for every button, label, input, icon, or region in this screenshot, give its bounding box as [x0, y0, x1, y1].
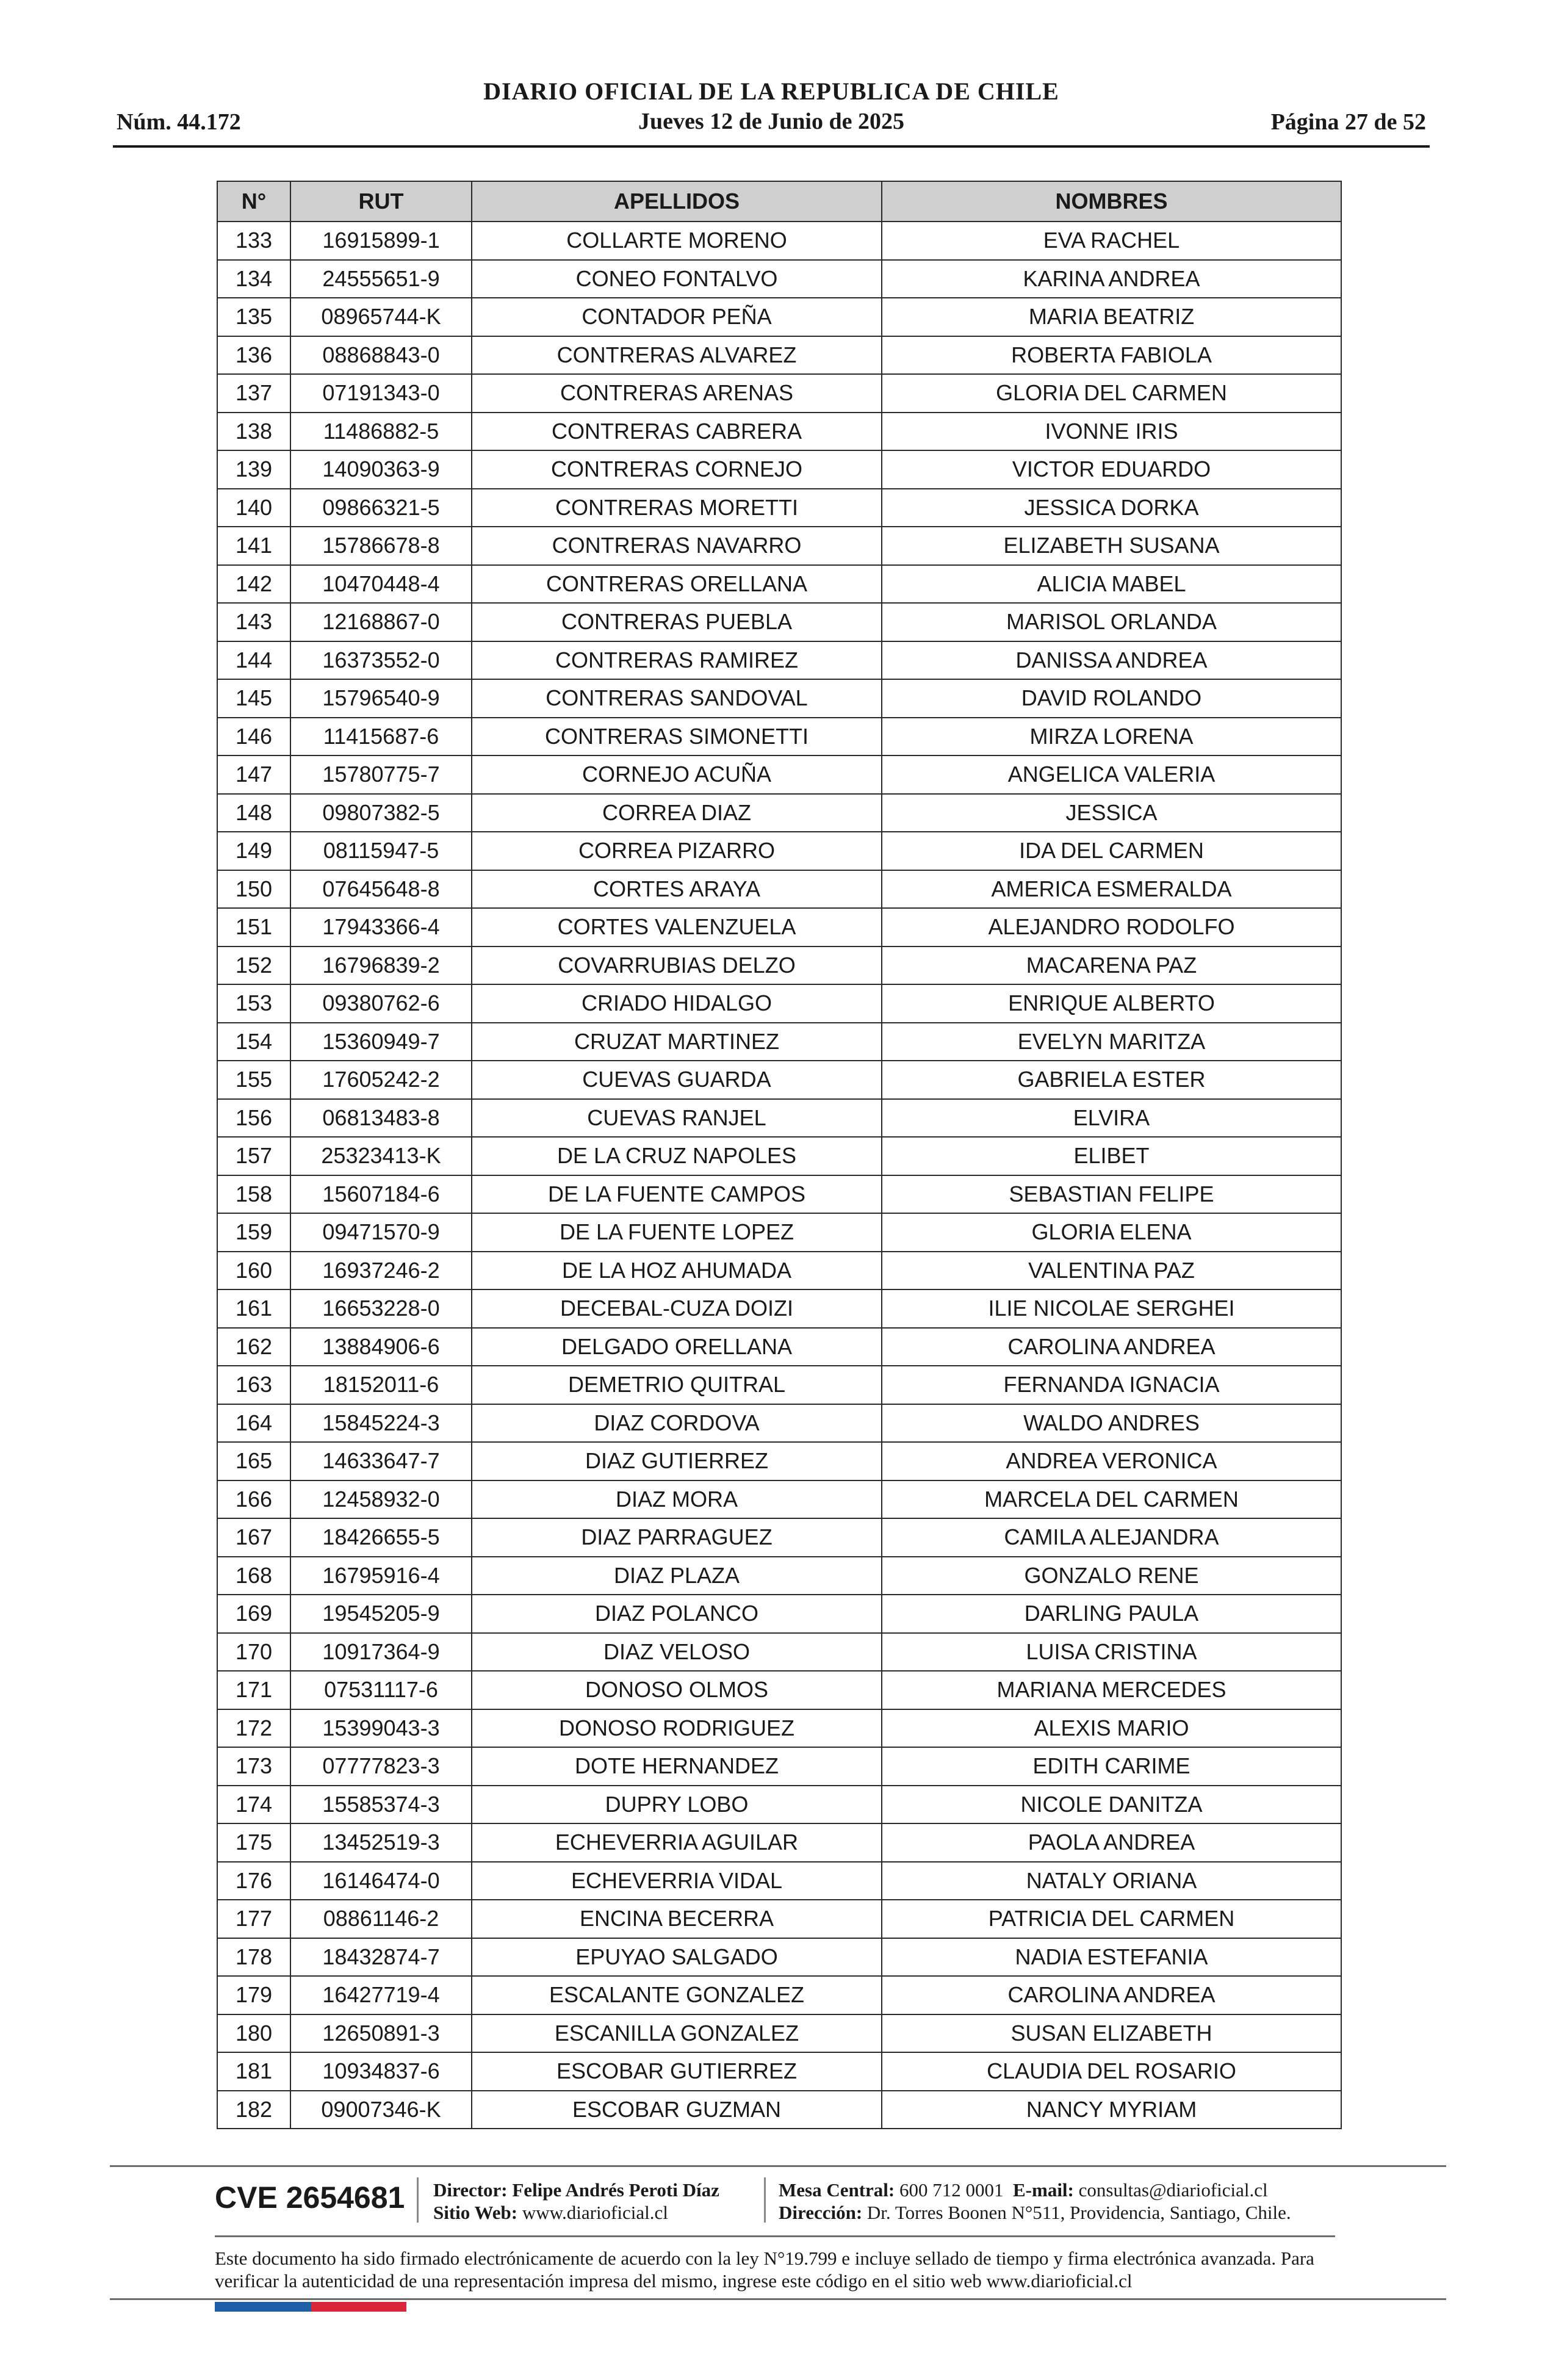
cell-number: 175	[217, 1823, 290, 1862]
cell-apellidos: CONTRERAS PUEBLA	[472, 603, 882, 641]
cell-rut: 16653228-0	[290, 1289, 472, 1328]
publication-title: DIARIO OFICIAL DE LA REPUBLICA DE CHILE	[483, 78, 1059, 105]
cell-rut: 16795916-4	[290, 1557, 472, 1595]
cell-apellidos: DIAZ GUTIERREZ	[472, 1442, 882, 1480]
cell-rut: 08115947-5	[290, 832, 472, 870]
table-row	[217, 718, 1341, 756]
table-row	[217, 1480, 1341, 1519]
legal-notice: Este documento ha sido firmado electrónicamente de acuerdo con la ley N°19.799 e incluye sellado de tiempo y firma electrónica avanzada. Para verificar la autenticidad de una representación impresa del mismo, ingrese este código en el sitio web www.diarioficial.cl	[215, 2248, 1314, 2292]
cell-apellidos: CONTADOR PEÑA	[472, 298, 882, 336]
cell-rut: 08965744-K	[290, 298, 472, 336]
cell-nombres: AMERICA ESMERALDA	[882, 870, 1341, 909]
cell-number: 162	[217, 1328, 290, 1366]
cell-rut: 09380762-6	[290, 984, 472, 1023]
table-row	[217, 1328, 1341, 1366]
cell-nombres: PATRICIA DEL CARMEN	[882, 1900, 1341, 1938]
cell-number: 170	[217, 1633, 290, 1671]
cell-apellidos: DUPRY LOBO	[472, 1786, 882, 1824]
cell-rut: 15585374-3	[290, 1786, 472, 1824]
cell-nombres: ELVIRA	[882, 1099, 1341, 1138]
cell-nombres: ILIE NICOLAE SERGHEI	[882, 1289, 1341, 1328]
cell-number: 180	[217, 2014, 290, 2053]
cell-number: 150	[217, 870, 290, 909]
table-row	[217, 1518, 1341, 1557]
cell-number: 177	[217, 1900, 290, 1938]
column-header-number: N°	[217, 181, 290, 222]
cell-number: 135	[217, 298, 290, 336]
cell-apellidos: EPUYAO SALGADO	[472, 1938, 882, 1977]
cell-nombres: CAROLINA ANDREA	[882, 1976, 1341, 2014]
cell-apellidos: CONTRERAS RAMIREZ	[472, 641, 882, 680]
cell-nombres: MARCELA DEL CARMEN	[882, 1480, 1341, 1519]
table-row	[217, 413, 1341, 451]
cell-nombres: ROBERTA FABIOLA	[882, 336, 1341, 375]
cell-number: 148	[217, 794, 290, 832]
cell-number: 147	[217, 755, 290, 794]
page-number: Página 27 de 52	[1270, 109, 1426, 135]
cell-apellidos: CORREA PIZARRO	[472, 832, 882, 870]
cell-number: 146	[217, 718, 290, 756]
table-row	[217, 870, 1341, 909]
cell-number: 163	[217, 1366, 290, 1404]
cell-number: 136	[217, 336, 290, 375]
table-row	[217, 1900, 1341, 1938]
cell-apellidos: CORNEJO ACUÑA	[472, 755, 882, 794]
cell-rut: 09471570-9	[290, 1213, 472, 1252]
flag-stripe-blue	[215, 2302, 311, 2312]
cell-nombres: KARINA ANDREA	[882, 260, 1341, 298]
cell-rut: 07645648-8	[290, 870, 472, 909]
cell-number: 176	[217, 1862, 290, 1900]
cell-number: 153	[217, 984, 290, 1023]
address-text: Dr. Torres Boonen N°511, Providencia, Santiago, Chile.	[866, 2202, 1291, 2223]
cell-apellidos: CUEVAS RANJEL	[472, 1099, 882, 1138]
cell-apellidos: ESCOBAR GUTIERREZ	[472, 2052, 882, 2091]
cell-rut: 09807382-5	[290, 794, 472, 832]
cell-rut: 16146474-0	[290, 1862, 472, 1900]
cell-apellidos: CUEVAS GUARDA	[472, 1061, 882, 1099]
table-row	[217, 222, 1341, 260]
cell-nombres: MACARENA PAZ	[882, 947, 1341, 985]
cell-apellidos: DECEBAL-CUZA DOIZI	[472, 1289, 882, 1328]
cell-rut: 15399043-3	[290, 1709, 472, 1748]
director-label: Director:	[433, 2179, 508, 2201]
table-row	[217, 1023, 1341, 1061]
cell-rut: 19545205-9	[290, 1595, 472, 1633]
cell-nombres: DARLING PAULA	[882, 1595, 1341, 1633]
cell-nombres: VALENTINA PAZ	[882, 1252, 1341, 1290]
cell-number: 178	[217, 1938, 290, 1977]
cell-number: 142	[217, 565, 290, 604]
table-row	[217, 527, 1341, 565]
table-row	[217, 298, 1341, 336]
cell-apellidos: DIAZ POLANCO	[472, 1595, 882, 1633]
cell-nombres: MARIANA MERCEDES	[882, 1671, 1341, 1709]
cell-nombres: CLAUDIA DEL ROSARIO	[882, 2052, 1341, 2091]
cell-number: 161	[217, 1289, 290, 1328]
cell-rut: 08868843-0	[290, 336, 472, 375]
cell-nombres: VICTOR EDUARDO	[882, 450, 1341, 489]
cell-rut: 09007346-K	[290, 2091, 472, 2129]
cell-apellidos: DIAZ MORA	[472, 1480, 882, 1519]
cell-nombres: SUSAN ELIZABETH	[882, 2014, 1341, 2053]
table-row	[217, 1709, 1341, 1748]
cell-apellidos: CONTRERAS ORELLANA	[472, 565, 882, 604]
phone-label: Mesa Central:	[779, 2179, 895, 2201]
cell-number: 144	[217, 641, 290, 680]
cell-rut: 16796839-2	[290, 947, 472, 985]
cell-rut: 13884906-6	[290, 1328, 472, 1366]
cell-rut: 16427719-4	[290, 1976, 472, 2014]
cell-apellidos: CORREA DIAZ	[472, 794, 882, 832]
table-row	[217, 832, 1341, 870]
column-header-rut: RUT	[290, 181, 472, 222]
cell-apellidos: DE LA FUENTE CAMPOS	[472, 1175, 882, 1214]
table-row	[217, 1366, 1341, 1404]
cell-number: 154	[217, 1023, 290, 1061]
cell-nombres: SEBASTIAN FELIPE	[882, 1175, 1341, 1214]
cell-apellidos: CONTRERAS NAVARRO	[472, 527, 882, 565]
column-header-apellidos: APELLIDOS	[472, 181, 882, 222]
cell-apellidos: COLLARTE MORENO	[472, 222, 882, 260]
table-row	[217, 374, 1341, 413]
cell-nombres: ELIZABETH SUSANA	[882, 527, 1341, 565]
table-row	[217, 794, 1341, 832]
cell-nombres: EDITH CARIME	[882, 1747, 1341, 1786]
cell-apellidos: CONTRERAS CABRERA	[472, 413, 882, 451]
cell-nombres: NATALY ORIANA	[882, 1862, 1341, 1900]
cell-number: 173	[217, 1747, 290, 1786]
cell-number: 141	[217, 527, 290, 565]
table-row	[217, 1671, 1341, 1709]
cell-apellidos: DE LA FUENTE LOPEZ	[472, 1213, 882, 1252]
cell-rut: 25323413-K	[290, 1137, 472, 1175]
cell-apellidos: DIAZ VELOSO	[472, 1633, 882, 1671]
cell-number: 138	[217, 413, 290, 451]
cell-rut: 07531117-6	[290, 1671, 472, 1709]
cell-number: 174	[217, 1786, 290, 1824]
cell-number: 167	[217, 1518, 290, 1557]
cell-rut: 11415687-6	[290, 718, 472, 756]
footer-director-block	[433, 2179, 719, 2224]
website-link[interactable]: www.diarioficial.cl	[522, 2202, 668, 2223]
cell-number: 166	[217, 1480, 290, 1519]
table-row	[217, 1061, 1341, 1099]
cell-apellidos: DE LA HOZ AHUMADA	[472, 1252, 882, 1290]
cell-number: 159	[217, 1213, 290, 1252]
cell-number: 152	[217, 947, 290, 985]
cell-apellidos: DIAZ PLAZA	[472, 1557, 882, 1595]
table-row	[217, 1786, 1341, 1824]
cell-nombres: ENRIQUE ALBERTO	[882, 984, 1341, 1023]
cell-nombres: DAVID ROLANDO	[882, 679, 1341, 718]
cell-rut: 06813483-8	[290, 1099, 472, 1138]
cell-apellidos: CORTES ARAYA	[472, 870, 882, 909]
cell-number: 149	[217, 832, 290, 870]
cell-rut: 18432874-7	[290, 1938, 472, 1977]
cell-nombres: NADIA ESTEFANIA	[882, 1938, 1341, 1977]
cell-rut: 15796540-9	[290, 679, 472, 718]
cell-rut: 14633647-7	[290, 1442, 472, 1480]
cell-number: 179	[217, 1976, 290, 2014]
table-row	[217, 1823, 1341, 1862]
table-row	[217, 2052, 1341, 2091]
flag-stripe-red	[311, 2302, 406, 2312]
cell-nombres: MARIA BEATRIZ	[882, 298, 1341, 336]
email-label: E-mail:	[1013, 2179, 1074, 2201]
cell-apellidos: CONTRERAS ALVAREZ	[472, 336, 882, 375]
cell-apellidos: CONEO FONTALVO	[472, 260, 882, 298]
cell-apellidos: CONTRERAS SIMONETTI	[472, 718, 882, 756]
cell-apellidos: ESCOBAR GUZMAN	[472, 2091, 882, 2129]
cell-nombres: JESSICA DORKA	[882, 489, 1341, 527]
page-header	[113, 72, 1430, 148]
cell-rut: 12650891-3	[290, 2014, 472, 2053]
cell-nombres: EVELYN MARITZA	[882, 1023, 1341, 1061]
cell-number: 160	[217, 1252, 290, 1290]
footer-divider	[110, 2165, 1446, 2167]
cell-nombres: EVA RACHEL	[882, 222, 1341, 260]
cell-nombres: JESSICA	[882, 794, 1341, 832]
cell-nombres: ALEXIS MARIO	[882, 1709, 1341, 1748]
table-row	[217, 755, 1341, 794]
cell-rut: 10470448-4	[290, 565, 472, 604]
cell-apellidos: DIAZ CORDOVA	[472, 1404, 882, 1443]
cell-apellidos: CORTES VALENZUELA	[472, 908, 882, 947]
table-row	[217, 1976, 1341, 2014]
cell-number: 133	[217, 222, 290, 260]
cell-rut: 15786678-8	[290, 527, 472, 565]
table-row	[217, 1862, 1341, 1900]
cell-nombres: WALDO ANDRES	[882, 1404, 1341, 1443]
cell-nombres: GLORIA ELENA	[882, 1213, 1341, 1252]
cve-code: CVE 2654681	[215, 2180, 405, 2215]
cell-rut: 12168867-0	[290, 603, 472, 641]
cell-number: 137	[217, 374, 290, 413]
table-row	[217, 1747, 1341, 1786]
cell-apellidos: ECHEVERRIA AGUILAR	[472, 1823, 882, 1862]
cell-nombres: ELIBET	[882, 1137, 1341, 1175]
cell-rut: 24555651-9	[290, 260, 472, 298]
cell-number: 151	[217, 908, 290, 947]
cell-apellidos: ECHEVERRIA VIDAL	[472, 1862, 882, 1900]
table-row	[217, 908, 1341, 947]
cell-rut: 09866321-5	[290, 489, 472, 527]
cell-number: 181	[217, 2052, 290, 2091]
cell-number: 165	[217, 1442, 290, 1480]
cell-nombres: ANDREA VERONICA	[882, 1442, 1341, 1480]
cell-apellidos: CRUZAT MARTINEZ	[472, 1023, 882, 1061]
cell-apellidos: CONTRERAS ARENAS	[472, 374, 882, 413]
cell-nombres: NICOLE DANITZA	[882, 1786, 1341, 1824]
cell-nombres: IDA DEL CARMEN	[882, 832, 1341, 870]
cell-nombres: LUISA CRISTINA	[882, 1633, 1341, 1671]
phone-number: 600 712 0001	[899, 2179, 1004, 2201]
cell-nombres: IVONNE IRIS	[882, 413, 1341, 451]
cell-number: 164	[217, 1404, 290, 1443]
cell-apellidos: DONOSO RODRIGUEZ	[472, 1709, 882, 1748]
cell-nombres: NANCY MYRIAM	[882, 2091, 1341, 2129]
cell-rut: 15780775-7	[290, 755, 472, 794]
cell-nombres: ALEJANDRO RODOLFO	[882, 908, 1341, 947]
table-row	[217, 1595, 1341, 1633]
cell-rut: 08861146-2	[290, 1900, 472, 1938]
cell-apellidos: CONTRERAS SANDOVAL	[472, 679, 882, 718]
cell-nombres: ANGELICA VALERIA	[882, 755, 1341, 794]
cell-rut: 10934837-6	[290, 2052, 472, 2091]
cell-number: 172	[217, 1709, 290, 1748]
cell-nombres: CAMILA ALEJANDRA	[882, 1518, 1341, 1557]
cell-apellidos: DOTE HERNANDEZ	[472, 1747, 882, 1786]
cell-rut: 12458932-0	[290, 1480, 472, 1519]
table-row	[217, 679, 1341, 718]
table-row	[217, 2091, 1341, 2129]
cell-nombres: GABRIELA ESTER	[882, 1061, 1341, 1099]
cell-rut: 16915899-1	[290, 222, 472, 260]
table-row	[217, 489, 1341, 527]
table-row	[217, 947, 1341, 985]
cell-rut: 16937246-2	[290, 1252, 472, 1290]
cell-rut: 15607184-6	[290, 1175, 472, 1214]
cell-number: 171	[217, 1671, 290, 1709]
column-header-nombres: NOMBRES	[882, 181, 1341, 222]
cell-number: 155	[217, 1061, 290, 1099]
cell-nombres: CAROLINA ANDREA	[882, 1328, 1341, 1366]
cell-number: 169	[217, 1595, 290, 1633]
cell-nombres: DANISSA ANDREA	[882, 641, 1341, 680]
cell-number: 158	[217, 1175, 290, 1214]
footer-separator	[417, 2177, 419, 2223]
cell-apellidos: ENCINA BECERRA	[472, 1900, 882, 1938]
table-row	[217, 1404, 1341, 1443]
cell-apellidos: CONTRERAS CORNEJO	[472, 450, 882, 489]
website-label: Sitio Web:	[433, 2202, 518, 2223]
table-row	[217, 1633, 1341, 1671]
cell-rut: 13452519-3	[290, 1823, 472, 1862]
cell-nombres: GLORIA DEL CARMEN	[882, 374, 1341, 413]
table-row	[217, 336, 1341, 375]
table-header-row	[217, 181, 1341, 222]
cell-number: 134	[217, 260, 290, 298]
cell-rut: 11486882-5	[290, 413, 472, 451]
cell-rut: 18152011-6	[290, 1366, 472, 1404]
cell-apellidos: DEMETRIO QUITRAL	[472, 1366, 882, 1404]
cell-rut: 16373552-0	[290, 641, 472, 680]
issue-number: Núm. 44.172	[117, 109, 241, 135]
table-row	[217, 1213, 1341, 1252]
cell-number: 182	[217, 2091, 290, 2129]
roster-table	[217, 181, 1342, 2129]
header-center	[113, 77, 1430, 135]
table-row	[217, 450, 1341, 489]
cell-apellidos: DE LA CRUZ NAPOLES	[472, 1137, 882, 1175]
table-row	[217, 641, 1341, 680]
cell-number: 139	[217, 450, 290, 489]
cell-nombres: GONZALO RENE	[882, 1557, 1341, 1595]
table-row	[217, 1289, 1341, 1328]
cell-apellidos: DELGADO ORELLANA	[472, 1328, 882, 1366]
publication-date: Jueves 12 de Junio de 2025	[638, 109, 904, 134]
table-row	[217, 1137, 1341, 1175]
cell-number: 143	[217, 603, 290, 641]
table-row	[217, 1557, 1341, 1595]
cell-number: 140	[217, 489, 290, 527]
cell-number: 168	[217, 1557, 290, 1595]
cell-apellidos: CRIADO HIDALGO	[472, 984, 882, 1023]
footer-divider	[215, 2235, 1335, 2237]
cell-apellidos: DIAZ PARRAGUEZ	[472, 1518, 882, 1557]
table-row	[217, 1442, 1341, 1480]
table-row	[217, 565, 1341, 604]
footer-divider	[110, 2298, 1446, 2300]
cell-rut: 07777823-3	[290, 1747, 472, 1786]
table-body	[217, 222, 1341, 2129]
table-row	[217, 260, 1341, 298]
cell-apellidos: DONOSO OLMOS	[472, 1671, 882, 1709]
cell-rut: 17943366-4	[290, 908, 472, 947]
cell-number: 156	[217, 1099, 290, 1138]
table-row	[217, 1938, 1341, 1977]
email-link[interactable]: consultas@diarioficial.cl	[1078, 2179, 1268, 2201]
table-row	[217, 603, 1341, 641]
cell-rut: 15360949-7	[290, 1023, 472, 1061]
cell-apellidos: ESCANILLA GONZALEZ	[472, 2014, 882, 2053]
cell-nombres: FERNANDA IGNACIA	[882, 1366, 1341, 1404]
table-row	[217, 1175, 1341, 1214]
cell-nombres: PAOLA ANDREA	[882, 1823, 1341, 1862]
cell-rut: 10917364-9	[290, 1633, 472, 1671]
director-name: Felipe Andrés Peroti Díaz	[512, 2179, 719, 2201]
address-label: Dirección:	[779, 2202, 863, 2223]
table-row	[217, 984, 1341, 1023]
cell-rut: 18426655-5	[290, 1518, 472, 1557]
cell-apellidos: CONTRERAS MORETTI	[472, 489, 882, 527]
cell-rut: 14090363-9	[290, 450, 472, 489]
cell-number: 145	[217, 679, 290, 718]
cell-number: 157	[217, 1137, 290, 1175]
cell-rut: 07191343-0	[290, 374, 472, 413]
table-row	[217, 2014, 1341, 2053]
footer-contact-block	[779, 2179, 1291, 2224]
cell-nombres: ALICIA MABEL	[882, 565, 1341, 604]
cell-nombres: MIRZA LORENA	[882, 718, 1341, 756]
cell-apellidos: COVARRUBIAS DELZO	[472, 947, 882, 985]
table-row	[217, 1252, 1341, 1290]
table-row	[217, 1099, 1341, 1138]
cell-apellidos: ESCALANTE GONZALEZ	[472, 1976, 882, 2014]
cell-nombres: MARISOL ORLANDA	[882, 603, 1341, 641]
footer-separator	[764, 2177, 766, 2223]
cell-rut: 15845224-3	[290, 1404, 472, 1443]
cell-rut: 17605242-2	[290, 1061, 472, 1099]
